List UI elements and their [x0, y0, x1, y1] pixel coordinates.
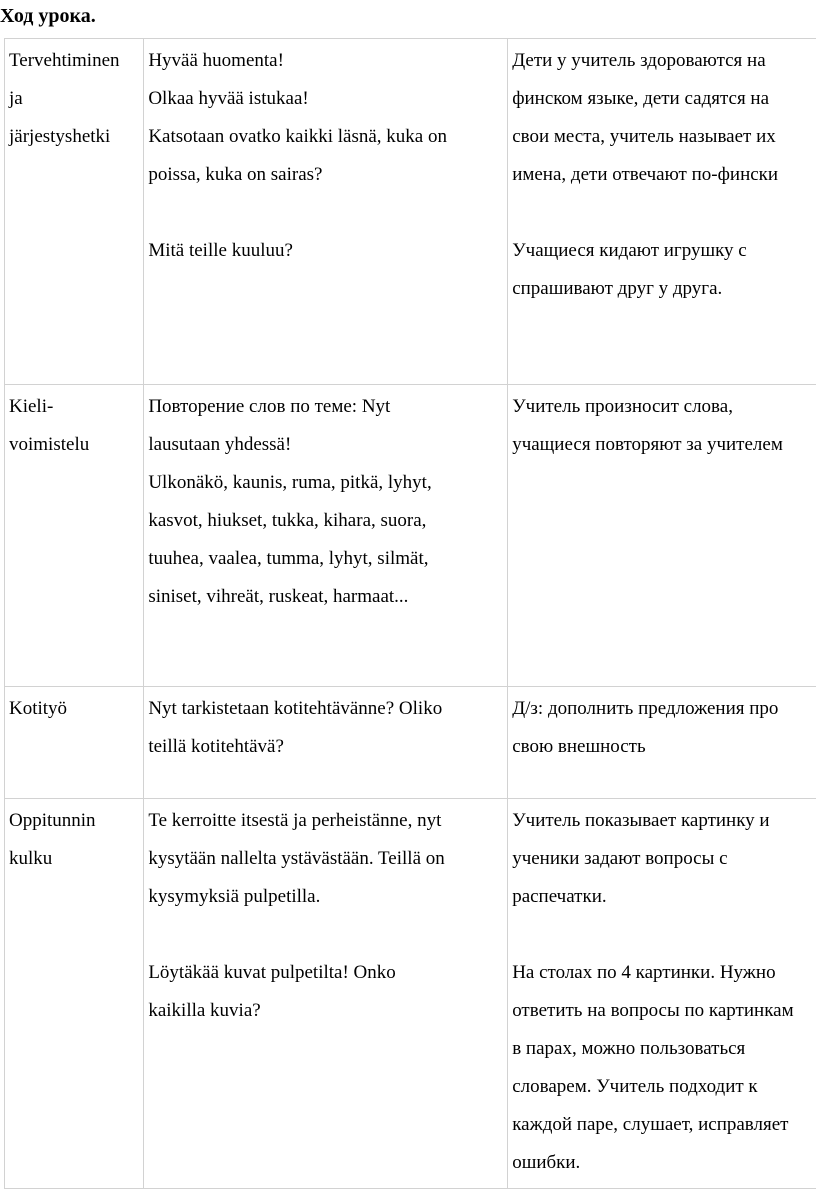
activity-description-line: Учащиеся кидают игрушку с — [512, 232, 816, 270]
activity-description-line: финском языке, дети садятся на — [512, 80, 816, 118]
activity-description-line: свою внешность — [512, 728, 816, 766]
teacher-speech-line: kysymyksiä pulpetilla. — [148, 878, 507, 916]
stage-line: Tervehtiminen — [9, 42, 143, 80]
teacher-speech-line: Katsotaan ovatko kaikki läsnä, kuka on — [148, 118, 507, 156]
teacher-speech-line: Te kerroitte itsestä ja perheistänne, nyt — [148, 802, 507, 840]
teacher-speech-line: Olkaa hyvää istukaa! — [148, 80, 507, 118]
teacher-speech-line: kasvot, hiukset, tukka, kihara, suora, — [148, 502, 507, 540]
stage-line: ja — [9, 80, 143, 118]
activity-description-line: Д/з: дополнить предложения про — [512, 690, 816, 728]
activity-description-line: каждой паре, слушает, исправляет — [512, 1106, 816, 1144]
activity-description-line: Учитель произносит слова, — [512, 388, 816, 426]
teacher-speech-line: Löytäkää kuvat pulpetilta! Onko — [148, 954, 507, 992]
teacher-speech-line: Повторение слов по теме: Nyt — [148, 388, 507, 426]
stage-line: järjestyshetki — [9, 118, 143, 156]
paragraph-gap — [512, 916, 816, 954]
activity-description-cell — [508, 39, 816, 385]
teacher-speech-cell — [144, 385, 508, 687]
activity-description-line: ученики задают вопросы с — [512, 840, 816, 878]
activity-description-line: распечатки. — [512, 878, 816, 916]
stage-line: Kieli- — [9, 388, 143, 426]
activity-description-cell — [508, 687, 816, 799]
stage-line: voimistelu — [9, 426, 143, 464]
teacher-speech-line: kaikilla kuvia? — [148, 992, 507, 1030]
activity-description-line: словарем. Учитель подходит к — [512, 1068, 816, 1106]
stage-cell — [5, 385, 144, 687]
paragraph-gap — [148, 194, 507, 232]
teacher-speech-line: teillä kotitehtävä? — [148, 728, 507, 766]
stage-cell — [5, 799, 144, 1189]
teacher-speech-line: lausutaan yhdessä! — [148, 426, 507, 464]
paragraph-gap — [148, 916, 507, 954]
activity-description-line: свои места, учитель называет их — [512, 118, 816, 156]
activity-description-line: имена, дети отвечают по-фински — [512, 156, 816, 194]
stage-line: Oppitunnin — [9, 802, 143, 840]
activity-description-line: учащиеся повторяют за учителем — [512, 426, 816, 464]
activity-description-line: ответить на вопросы по картинкам — [512, 992, 816, 1030]
table-row — [5, 39, 816, 385]
teacher-speech-line: Nyt tarkistetaan kotitehtävänne? Oliko — [148, 690, 507, 728]
teacher-speech-cell — [144, 687, 508, 799]
stage-line: kulku — [9, 840, 143, 878]
table-row — [5, 799, 816, 1189]
teacher-speech-cell — [144, 799, 508, 1189]
activity-description-line: Дети у учитель здороваются на — [512, 42, 816, 80]
paragraph-gap — [512, 194, 816, 232]
teacher-speech-line: Ulkonäkö, kaunis, ruma, pitkä, lyhyt, — [148, 464, 507, 502]
stage-cell — [5, 39, 144, 385]
activity-description-line: На столах по 4 картинки. Нужно — [512, 954, 816, 992]
teacher-speech-line: poissa, kuka on sairas? — [148, 156, 507, 194]
activity-description-cell — [508, 799, 816, 1189]
teacher-speech-line: Mitä teille kuuluu? — [148, 232, 507, 270]
teacher-speech-line: kysytään nallelta ystävästään. Teillä on — [148, 840, 507, 878]
table-row — [5, 687, 816, 799]
table-row — [5, 385, 816, 687]
teacher-speech-line: tuuhea, vaalea, tumma, lyhyt, silmät, — [148, 540, 507, 578]
activity-description-cell — [508, 385, 816, 687]
activity-description-line: спрашивают друг у друга. — [512, 270, 816, 308]
activity-description-line: ошибки. — [512, 1144, 816, 1182]
activity-description-line: Учитель показывает картинку и — [512, 802, 816, 840]
activity-description-line: в парах, можно пользоваться — [512, 1030, 816, 1068]
lesson-heading: Ход урока. — [0, 4, 96, 28]
lesson-plan-table — [4, 38, 816, 1189]
stage-line: Kotityö — [9, 690, 143, 728]
teacher-speech-line: Hyvää huomenta! — [148, 42, 507, 80]
teacher-speech-cell — [144, 39, 508, 385]
stage-cell — [5, 687, 144, 799]
teacher-speech-line: siniset, vihreät, ruskeat, harmaat... — [148, 578, 507, 616]
